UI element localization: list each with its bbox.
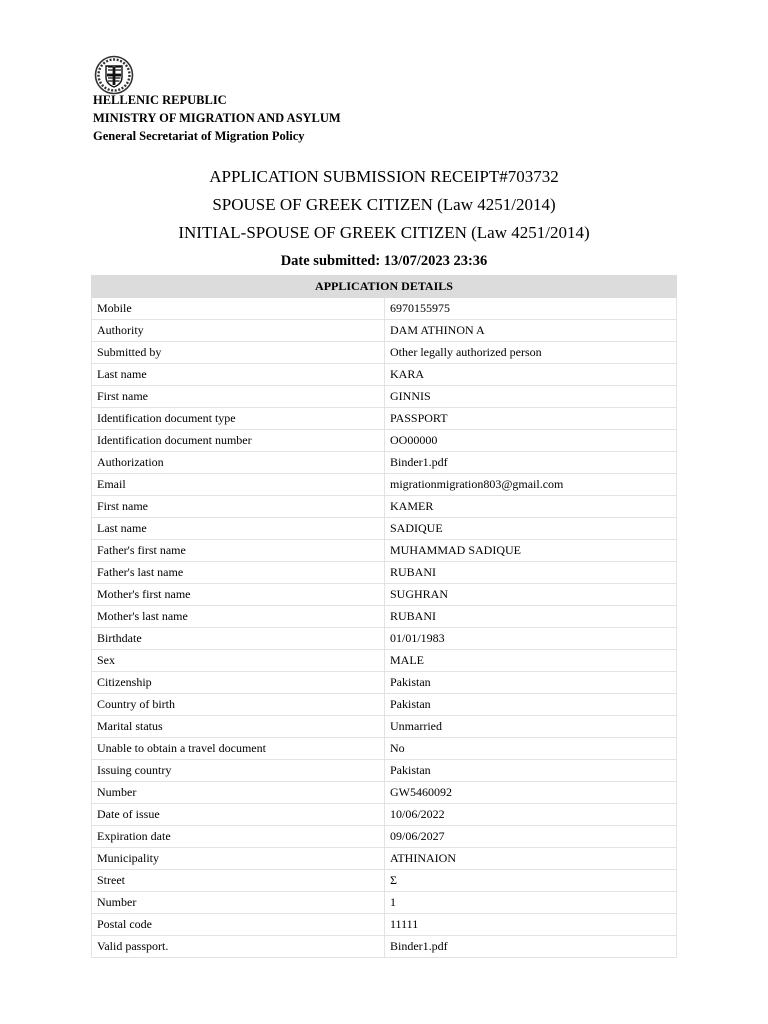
row-label: Marital status [92, 716, 385, 738]
row-label: Mobile [92, 298, 385, 320]
row-label: Authorization [92, 452, 385, 474]
table-row [92, 826, 677, 848]
row-label: Citizenship [92, 672, 385, 694]
row-label: Number [92, 782, 385, 804]
table-row [92, 650, 677, 672]
table-row [92, 474, 677, 496]
table-row [92, 452, 677, 474]
table-row [92, 430, 677, 452]
row-label: First name [92, 496, 385, 518]
row-label: Mother's last name [92, 606, 385, 628]
row-value: No [385, 738, 677, 760]
row-label: Father's last name [92, 562, 385, 584]
row-value: RUBANI [385, 606, 677, 628]
issuer-header [93, 91, 341, 145]
row-label: Issuing country [92, 760, 385, 782]
table-row [92, 936, 677, 958]
table-row [92, 496, 677, 518]
application-type: SPOUSE OF GREEK CITIZEN (Law 4251/2014) [212, 195, 556, 214]
table-row [92, 914, 677, 936]
date-submitted: Date submitted: 13/07/2023 23:36 [280, 253, 488, 269]
row-value: 6970155975 [385, 298, 677, 320]
table-row [92, 320, 677, 342]
row-value: GW5460092 [385, 782, 677, 804]
hellenic-republic-emblem-icon [94, 55, 134, 95]
table-row [92, 738, 677, 760]
table-row [92, 364, 677, 386]
row-label: Email [92, 474, 385, 496]
row-label: Municipality [92, 848, 385, 870]
row-label: Street [92, 870, 385, 892]
table-row [92, 716, 677, 738]
row-label: Last name [92, 364, 385, 386]
table-row [92, 298, 677, 320]
row-value: 10/06/2022 [385, 804, 677, 826]
row-value: 01/01/1983 [385, 628, 677, 650]
header-ministry: MINISTRY OF MIGRATION AND ASYLUM [93, 111, 341, 125]
row-value: SADIQUE [385, 518, 677, 540]
row-label: Identification document number [92, 430, 385, 452]
row-label: Valid passport. [92, 936, 385, 958]
row-label: Birthdate [92, 628, 385, 650]
table-row [92, 672, 677, 694]
row-value: Pakistan [385, 672, 677, 694]
row-value: PASSPORT [385, 408, 677, 430]
row-value: KARA [385, 364, 677, 386]
row-label: Postal code [92, 914, 385, 936]
row-label: Expiration date [92, 826, 385, 848]
table-row [92, 760, 677, 782]
row-value: Pakistan [385, 694, 677, 716]
row-value: migrationmigration803@gmail.com [385, 474, 677, 496]
row-value: ATHINAION [385, 848, 677, 870]
row-value: Σ [385, 870, 677, 892]
row-value: Pakistan [385, 760, 677, 782]
document-titles [0, 163, 768, 275]
table-row [92, 342, 677, 364]
row-label: Last name [92, 518, 385, 540]
row-label: Date of issue [92, 804, 385, 826]
row-label: Sex [92, 650, 385, 672]
row-label: Country of birth [92, 694, 385, 716]
table-row [92, 848, 677, 870]
table-row [92, 782, 677, 804]
application-details-table [91, 275, 677, 958]
row-label: Number [92, 892, 385, 914]
table-row [92, 584, 677, 606]
row-label: Authority [92, 320, 385, 342]
table-row [92, 606, 677, 628]
table-row [92, 562, 677, 584]
row-value: 1 [385, 892, 677, 914]
table-row [92, 870, 677, 892]
row-label: Mother's first name [92, 584, 385, 606]
table-heading: APPLICATION DETAILS [92, 276, 677, 298]
row-value: MUHAMMAD SADIQUE [385, 540, 677, 562]
receipt-title: APPLICATION SUBMISSION RECEIPT#703732 [209, 167, 559, 186]
table-row [92, 518, 677, 540]
row-value: DAM ATHINON A [385, 320, 677, 342]
details-rows [92, 298, 677, 958]
header-country: HELLENIC REPUBLIC [93, 93, 227, 107]
row-value: GINNIS [385, 386, 677, 408]
row-value: Other legally authorized person [385, 342, 677, 364]
table-row [92, 386, 677, 408]
row-value: OO00000 [385, 430, 677, 452]
row-value: 09/06/2027 [385, 826, 677, 848]
application-subtype: INITIAL-SPOUSE OF GREEK CITIZEN (Law 4251/2014) [178, 223, 590, 242]
table-row [92, 892, 677, 914]
row-label: Submitted by [92, 342, 385, 364]
row-label: Father's first name [92, 540, 385, 562]
row-value: Binder1.pdf [385, 452, 677, 474]
table-row [92, 628, 677, 650]
header-secretariat: General Secretariat of Migration Policy [93, 129, 305, 143]
row-value: RUBANI [385, 562, 677, 584]
row-value: MALE [385, 650, 677, 672]
row-label: Identification document type [92, 408, 385, 430]
row-value: Unmarried [385, 716, 677, 738]
row-value: 11111 [385, 914, 677, 936]
table-row [92, 540, 677, 562]
table-row [92, 804, 677, 826]
row-label: Unable to obtain a travel document [92, 738, 385, 760]
row-value: Binder1.pdf [385, 936, 677, 958]
row-value: SUGHRAN [385, 584, 677, 606]
table-row [92, 408, 677, 430]
table-row [92, 694, 677, 716]
row-label: First name [92, 386, 385, 408]
row-value: KAMER [385, 496, 677, 518]
